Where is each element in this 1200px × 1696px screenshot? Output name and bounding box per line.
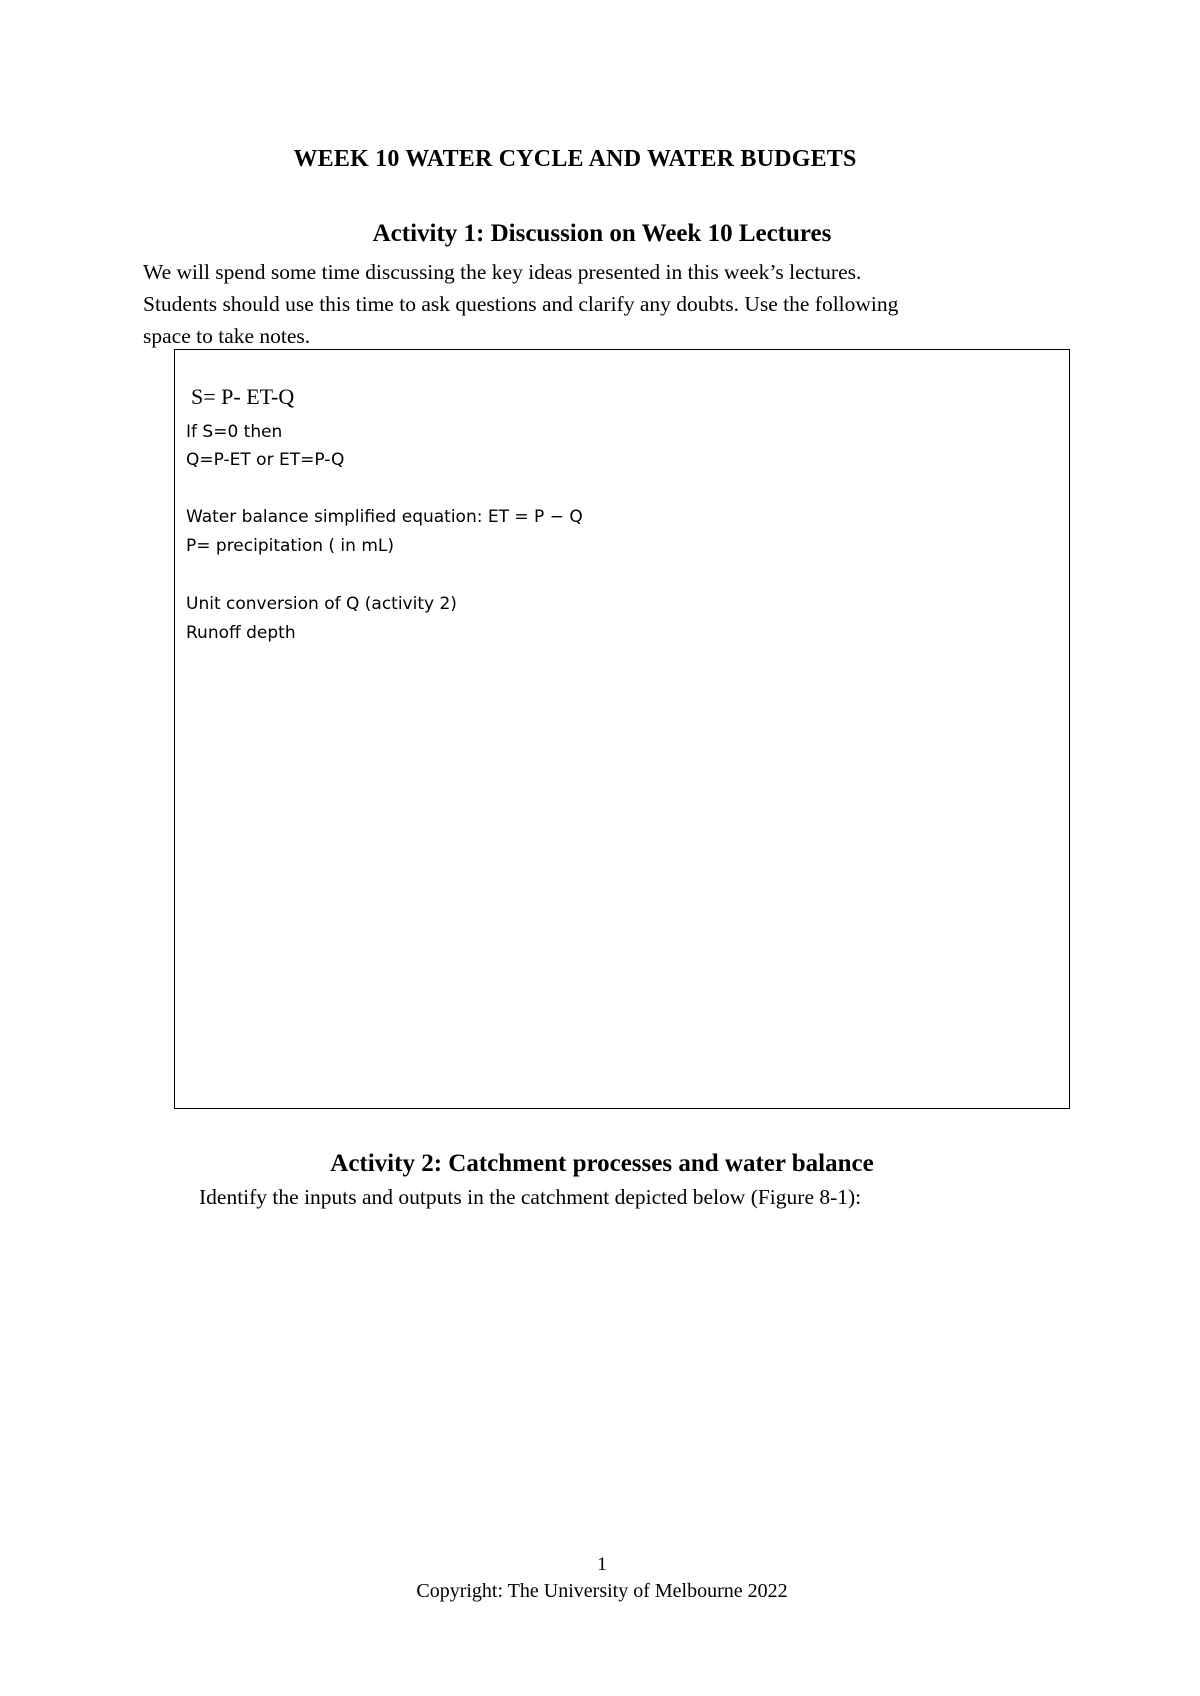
intro-line: We will spend some time discussing the key ideas presented in this week’s lectures. [143,260,862,284]
notes-line: P= precipitation ( in mL) [186,536,395,556]
notes-line: If S=0 then [186,422,283,442]
page-title: WEEK 10 WATER CYCLE AND WATER BUDGETS [293,146,857,172]
notes-line: Q=P-ET or ET=P-Q [186,450,345,470]
intro-line: Students should use this time to ask questions and clarify any doubts. Use the following [143,292,899,316]
activity2-text: Identify the inputs and outputs in the catchment depicted below (Figure 8-1): [199,1185,862,1209]
notes-line: Water balance simplified equation: ET = P − Q [186,507,583,527]
page-number: 1 [597,1554,607,1575]
notes-line: Unit conversion of Q (activity 2) [186,594,457,614]
intro-line: space to take notes. [143,324,311,348]
activity1-heading: Activity 1: Discussion on Week 10 Lectures [372,220,832,247]
activity2-heading: Activity 2: Catchment processes and water balance [330,1150,874,1177]
notes-line: Runoff depth [186,623,296,643]
notes-formula: S= P- ET-Q [191,384,295,409]
copyright: Copyright: The University of Melbourne 2022 [416,1580,788,1602]
notes-box[interactable] [174,349,1070,1109]
activity1-intro [143,256,1023,352]
